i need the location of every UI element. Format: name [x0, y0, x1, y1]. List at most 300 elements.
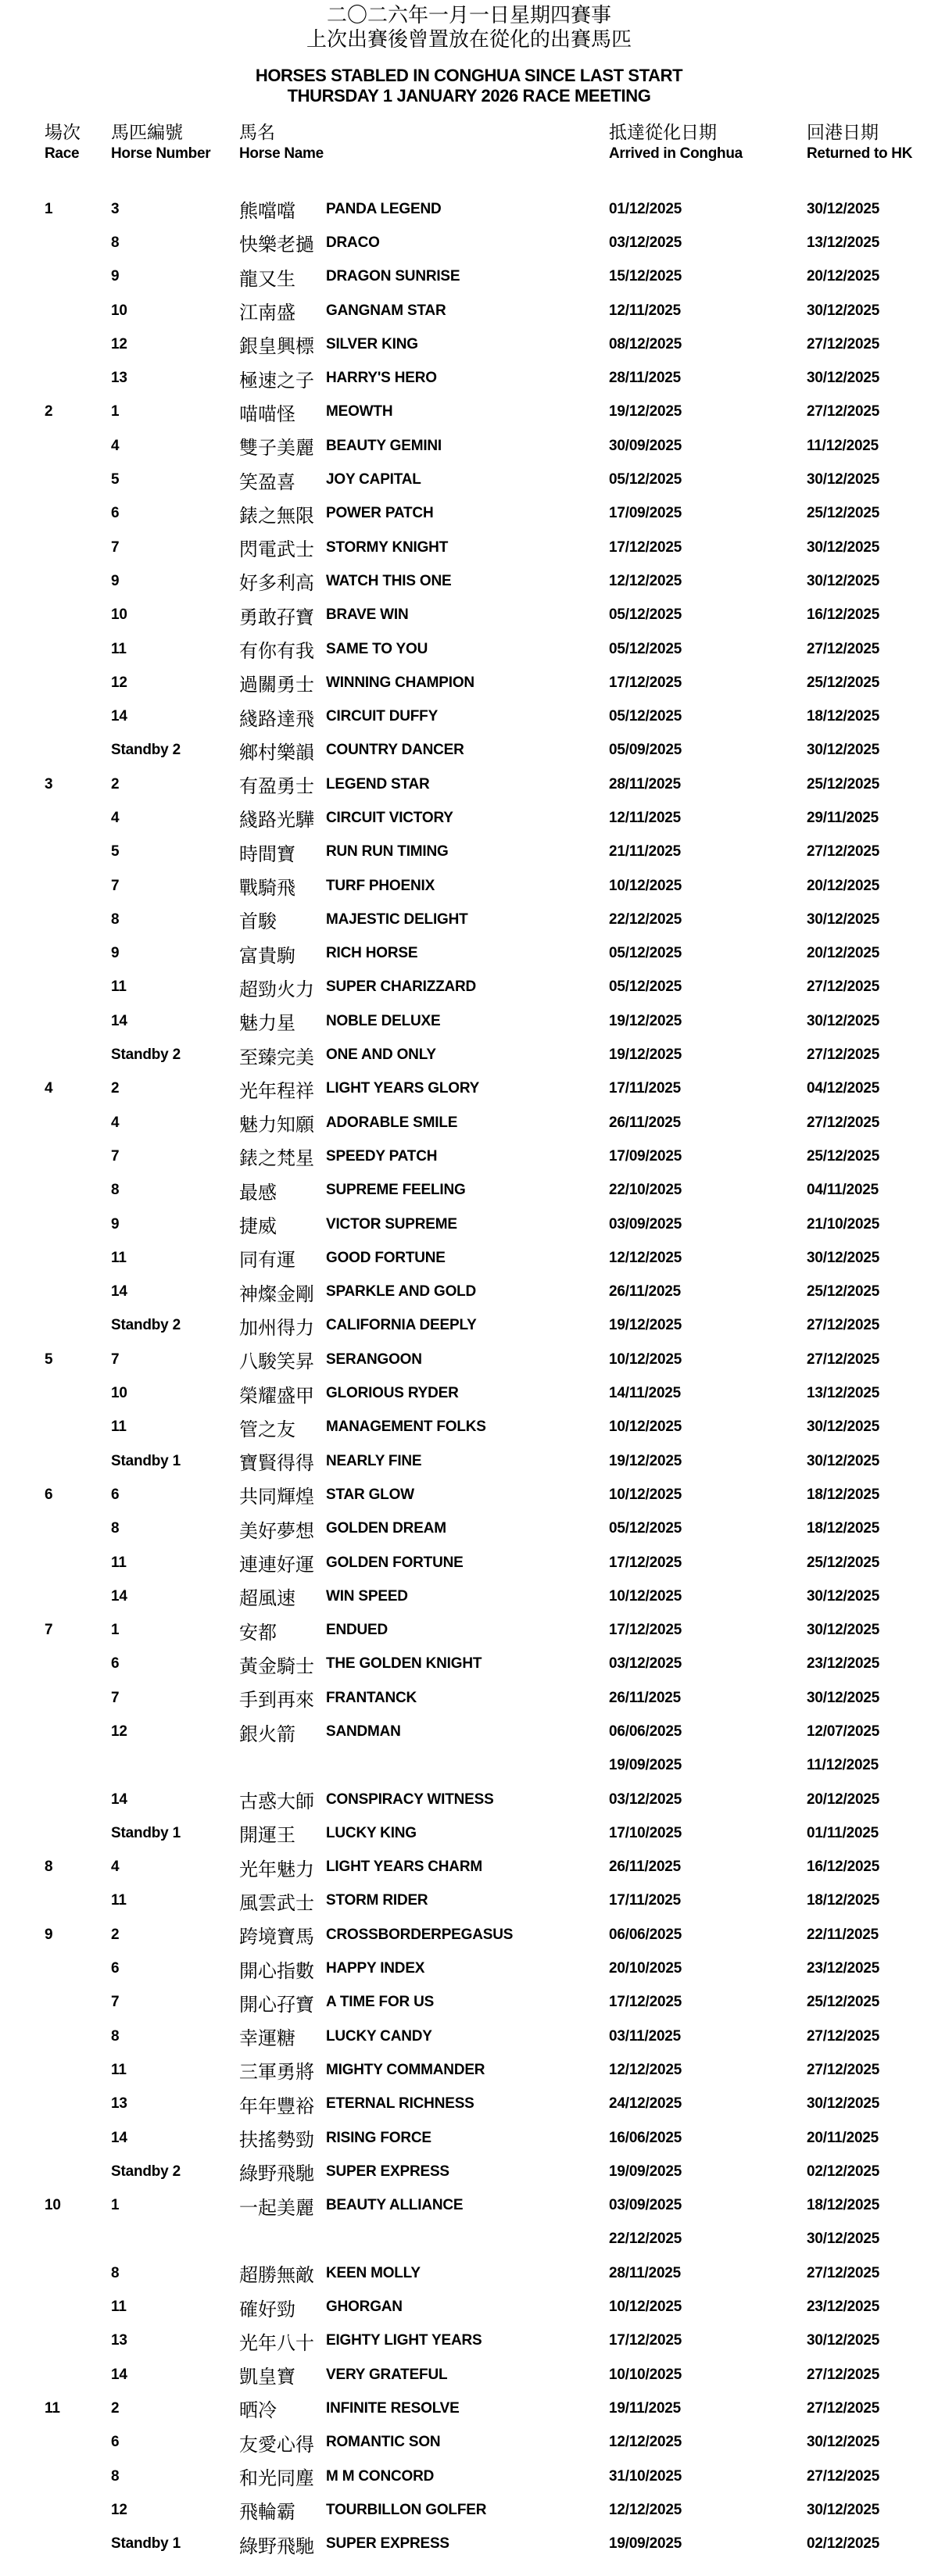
- table-row: [0, 1816, 938, 1850]
- horse-name-zh: 八駿笑昇: [239, 1351, 314, 1373]
- table-row: [0, 2121, 938, 2155]
- table-row: [0, 294, 938, 327]
- table-row: [0, 1918, 938, 1952]
- returned-date: 30/12/2025: [807, 1622, 880, 1639]
- race-cell: 5: [45, 1351, 53, 1368]
- horse-number-cell: 11: [111, 2299, 127, 2316]
- table-row: [0, 599, 938, 632]
- horse-number-cell: 6: [111, 1960, 120, 1977]
- arrived-date: 22/12/2025: [609, 2231, 682, 2248]
- returned-date: 30/12/2025: [807, 2095, 880, 2113]
- column-header-returned: [807, 121, 938, 163]
- horse-name-zh: 魅力星: [239, 1013, 295, 1035]
- arrived-date: 10/12/2025: [609, 1486, 682, 1503]
- horse-number-cell: 7: [111, 1994, 120, 2011]
- arrived-date: 05/09/2025: [609, 742, 682, 759]
- table-body: [0, 192, 938, 2561]
- table-row: [0, 497, 938, 531]
- table-row: [0, 1072, 938, 1106]
- arrived-date: 17/09/2025: [609, 505, 682, 522]
- table-row: [0, 1004, 938, 1038]
- arrived-date: 16/06/2025: [609, 2129, 682, 2146]
- horse-number-cell: 14: [111, 1283, 127, 1301]
- table-row: [0, 1241, 938, 1275]
- arrived-date: 06/06/2025: [609, 1926, 682, 1943]
- returned-date: 30/12/2025: [807, 2231, 880, 2248]
- horse-number-cell: Standby 1: [111, 1824, 181, 1841]
- returned-date: 18/12/2025: [807, 2197, 880, 2214]
- table-row: [0, 1580, 938, 1613]
- page-title-en-line2: THURSDAY 1 JANUARY 2026 RACE MEETING: [287, 86, 651, 106]
- horse-name-en: SUPER CHARIZZARD: [326, 979, 477, 996]
- table-row: [0, 1546, 938, 1580]
- arrived-date: 19/12/2025: [609, 1012, 682, 1029]
- column-header-horse-number-en: Horse Number: [111, 145, 211, 162]
- returned-date: 02/12/2025: [807, 2163, 880, 2180]
- horse-number-cell: Standby 2: [111, 2163, 181, 2180]
- table-row: [0, 192, 938, 226]
- returned-date: 18/12/2025: [807, 1486, 880, 1503]
- horse-name-en: ETERNAL RICHNESS: [326, 2095, 474, 2113]
- horse-name-zh: 超勝無敵: [239, 2265, 314, 2287]
- returned-date: 22/11/2025: [807, 1926, 879, 1943]
- arrived-date: 21/11/2025: [609, 843, 682, 860]
- horse-name-en: CONSPIRACY WITNESS: [326, 1791, 494, 1808]
- table-row: [0, 1884, 938, 1918]
- returned-date: 27/12/2025: [807, 2061, 880, 2078]
- table-row: [0, 734, 938, 767]
- race-cell: 1: [45, 200, 53, 217]
- horse-name-zh: 喵喵怪: [239, 403, 295, 425]
- horse-name-en: SANDMAN: [326, 1723, 401, 1740]
- horse-name-zh: 時間寶: [239, 843, 295, 865]
- horse-name-en: JOY CAPITAL: [326, 471, 421, 488]
- horse-number-cell: 13: [111, 2332, 127, 2349]
- horse-number-cell: 9: [111, 572, 120, 589]
- table-row: [0, 2392, 938, 2425]
- table-row: [0, 395, 938, 429]
- horse-name-zh: 綫路光驊: [239, 810, 314, 832]
- horse-name-zh: 晒冷: [239, 2400, 277, 2422]
- horse-name-zh: 快樂老撾: [239, 234, 314, 256]
- column-header-returned-en: Returned to HK: [807, 145, 913, 162]
- horse-name-zh: 同有運: [239, 1250, 295, 1272]
- arrived-date: 12/12/2025: [609, 2501, 682, 2518]
- horse-name-zh: 綫路達飛: [239, 708, 314, 730]
- table-row: [0, 2358, 938, 2392]
- returned-date: 18/12/2025: [807, 1520, 880, 1537]
- returned-date: 30/12/2025: [807, 1012, 880, 1029]
- arrived-date: 01/12/2025: [609, 200, 682, 217]
- race-cell: 9: [45, 1926, 53, 1943]
- arrived-date: 05/12/2025: [609, 640, 682, 657]
- returned-date: 25/12/2025: [807, 1283, 880, 1301]
- arrived-date: 15/12/2025: [609, 268, 682, 285]
- horse-name-en: HARRY'S HERO: [326, 370, 437, 387]
- horse-name-en: EIGHTY LIGHT YEARS: [326, 2332, 482, 2349]
- returned-date: 25/12/2025: [807, 674, 880, 691]
- horse-name-zh: 錶之梵星: [239, 1148, 314, 1170]
- horse-number-cell: Standby 1: [111, 1452, 181, 1469]
- horse-name-zh: 一起美麗: [239, 2197, 314, 2219]
- returned-date: 30/12/2025: [807, 370, 880, 387]
- horse-name-zh: 凱皇寶: [239, 2367, 295, 2388]
- horse-number-cell: 4: [111, 1859, 120, 1876]
- arrived-date: 22/10/2025: [609, 1182, 682, 1199]
- returned-date: 30/12/2025: [807, 2332, 880, 2349]
- arrived-date: 05/12/2025: [609, 945, 682, 962]
- horse-name-en: WINNING CHAMPION: [326, 674, 474, 691]
- horse-name-en: SPEEDY PATCH: [326, 1147, 438, 1165]
- table-row: [0, 971, 938, 1004]
- horse-name-en: LIGHT YEARS CHARM: [326, 1859, 482, 1876]
- arrived-date: 28/11/2025: [609, 2264, 682, 2281]
- arrived-date: 10/12/2025: [609, 877, 682, 894]
- horse-name-zh: 扶搖勢勁: [239, 2130, 314, 2152]
- arrived-date: 12/12/2025: [609, 572, 682, 589]
- column-header-race-en: Race: [45, 145, 80, 162]
- returned-date: 30/12/2025: [807, 572, 880, 589]
- horse-name-zh: 神燦金剛: [239, 1283, 314, 1305]
- horse-name-en: LUCKY CANDY: [326, 2027, 432, 2045]
- race-cell: 2: [45, 403, 53, 420]
- returned-date: 04/12/2025: [807, 1080, 880, 1097]
- arrived-date: 19/09/2025: [609, 2163, 682, 2180]
- returned-date: 12/07/2025: [807, 1723, 880, 1740]
- table-row: [0, 666, 938, 699]
- horse-number-cell: Standby 1: [111, 2535, 181, 2553]
- returned-date: 01/11/2025: [807, 1824, 879, 1841]
- table-row: [0, 2324, 938, 2358]
- horse-name-zh: 和光同塵: [239, 2468, 314, 2490]
- horse-name-en: COUNTRY DANCER: [326, 742, 464, 759]
- horse-name-zh: 過關勇士: [239, 674, 314, 696]
- returned-date: 27/12/2025: [807, 2467, 880, 2485]
- horse-name-en: SILVER KING: [326, 335, 418, 352]
- horse-number-cell: 4: [111, 809, 120, 826]
- table-row: [0, 2460, 938, 2493]
- arrived-date: 19/12/2025: [609, 1452, 682, 1469]
- horse-number-cell: 12: [111, 1723, 127, 1740]
- returned-date: 25/12/2025: [807, 1994, 880, 2011]
- horse-name-zh: 飛輪霸: [239, 2502, 295, 2524]
- returned-date: 13/12/2025: [807, 234, 880, 251]
- horse-name-en: LEGEND STAR: [326, 775, 430, 792]
- returned-date: 23/12/2025: [807, 1960, 880, 1977]
- horse-number-cell: 2: [111, 1080, 120, 1097]
- horse-name-en: ONE AND ONLY: [326, 1046, 436, 1064]
- returned-date: 27/12/2025: [807, 2366, 880, 2383]
- horse-name-en: SAME TO YOU: [326, 640, 428, 657]
- horse-name-zh: 開心指數: [239, 1960, 314, 1982]
- returned-date: 30/12/2025: [807, 538, 880, 556]
- arrived-date: 19/09/2025: [609, 1757, 682, 1774]
- horse-name-en: MANAGEMENT FOLKS: [326, 1419, 486, 1436]
- horse-name-zh: 最感: [239, 1182, 277, 1204]
- page-title-zh-line1: 二〇二六年一月一日星期四賽事: [326, 3, 611, 27]
- table-row: [0, 260, 938, 294]
- horse-name-en: RUN RUN TIMING: [326, 843, 449, 860]
- horse-name-en: THE GOLDEN KNIGHT: [326, 1655, 482, 1673]
- arrived-date: 26/11/2025: [609, 1689, 682, 1706]
- arrived-date: 03/12/2025: [609, 1655, 682, 1673]
- horse-name-zh: 鄉村樂韻: [239, 742, 314, 764]
- horse-name-en: GOLDEN DREAM: [326, 1520, 446, 1537]
- horse-number-cell: 7: [111, 877, 120, 894]
- horse-name-zh: 雙子美麗: [239, 438, 314, 460]
- horse-name-zh: 熊噹噹: [239, 201, 295, 223]
- horse-name-en: PANDA LEGEND: [326, 200, 442, 217]
- table-row: [0, 2053, 938, 2087]
- arrived-date: 03/12/2025: [609, 1791, 682, 1808]
- horse-name-zh: 銀火箭: [239, 1723, 295, 1745]
- table-row: [0, 1749, 938, 1783]
- table-row: [0, 2223, 938, 2256]
- column-header-arrived-zh: 抵達從化日期: [609, 122, 717, 142]
- arrived-date: 19/12/2025: [609, 403, 682, 420]
- horse-name-zh: 古惑大師: [239, 1791, 314, 1813]
- arrived-date: 03/11/2025: [609, 2027, 682, 2045]
- horse-name-zh: 綠野飛馳: [239, 2535, 314, 2557]
- horse-name-zh: 安都: [239, 1622, 277, 1644]
- arrived-date: 08/12/2025: [609, 335, 682, 352]
- horse-name-zh: 富貴駒: [239, 945, 295, 967]
- horse-name-en: LUCKY KING: [326, 1824, 417, 1841]
- race-cell: 6: [45, 1486, 53, 1503]
- table-row: [0, 1648, 938, 1681]
- horse-name-zh: 超風速: [239, 1588, 295, 1610]
- horse-number-cell: 8: [111, 1182, 120, 1199]
- arrived-date: 26/11/2025: [609, 1283, 682, 1301]
- arrived-date: 17/12/2025: [609, 2332, 682, 2349]
- arrived-date: 17/12/2025: [609, 538, 682, 556]
- horse-number-cell: 11: [111, 1892, 127, 1909]
- horse-number-cell: 13: [111, 370, 127, 387]
- horse-name-en: CIRCUIT DUFFY: [326, 708, 439, 725]
- column-header-horse-name: [239, 121, 609, 163]
- arrived-date: 30/09/2025: [609, 437, 682, 454]
- horse-name-zh: 魅力知願: [239, 1114, 314, 1136]
- returned-date: 29/11/2025: [807, 809, 879, 826]
- table-row: [0, 564, 938, 598]
- horse-number-cell: 3: [111, 200, 120, 217]
- horse-number-cell: 7: [111, 1689, 120, 1706]
- table-row: [0, 2088, 938, 2121]
- table-row: [0, 531, 938, 564]
- horse-name-zh: 美好夢想: [239, 1520, 314, 1542]
- horse-name-zh: 榮耀盛甲: [239, 1385, 314, 1407]
- horse-name-zh: 綠野飛馳: [239, 2163, 314, 2185]
- arrived-date: 17/12/2025: [609, 1554, 682, 1571]
- table-row: [0, 1851, 938, 1884]
- arrived-date: 17/11/2025: [609, 1892, 682, 1909]
- returned-date: 30/12/2025: [807, 1587, 880, 1605]
- returned-date: 27/12/2025: [807, 843, 880, 860]
- returned-date: 20/12/2025: [807, 877, 880, 894]
- horse-number-cell: 2: [111, 775, 120, 792]
- returned-date: 27/12/2025: [807, 1046, 880, 1064]
- table-row: [0, 2290, 938, 2324]
- returned-date: 20/12/2025: [807, 1791, 880, 1808]
- arrived-date: 28/11/2025: [609, 775, 682, 792]
- horse-name-zh: 連連好運: [239, 1555, 314, 1576]
- table-row: [0, 1444, 938, 1478]
- race-cell: 11: [45, 2399, 60, 2417]
- returned-date: 27/12/2025: [807, 2399, 880, 2417]
- column-header-arrived-en: Arrived in Conghua: [609, 145, 743, 162]
- table-row: [0, 1512, 938, 1546]
- horse-number-cell: 8: [111, 2264, 120, 2281]
- horse-name-zh: 超勁火力: [239, 979, 314, 1000]
- arrived-date: 17/11/2025: [609, 1080, 682, 1097]
- returned-date: 30/12/2025: [807, 302, 880, 319]
- horse-number-cell: 8: [111, 234, 120, 251]
- arrived-date: 17/12/2025: [609, 1622, 682, 1639]
- horse-number-cell: 9: [111, 945, 120, 962]
- horse-name-zh: 黃金騎士: [239, 1655, 314, 1677]
- horse-name-zh: 確好勁: [239, 2299, 295, 2320]
- table-row: [0, 1411, 938, 1444]
- horse-name-en: WATCH THIS ONE: [326, 572, 452, 589]
- horse-name-zh: 共同輝煌: [239, 1487, 314, 1508]
- arrived-date: 14/11/2025: [609, 1385, 682, 1402]
- race-cell: 4: [45, 1080, 53, 1097]
- arrived-date: 03/09/2025: [609, 1215, 682, 1233]
- horse-number-cell: 9: [111, 268, 120, 285]
- column-header-horse-number-zh: 馬匹編號: [111, 122, 183, 142]
- horse-name-en: BEAUTY ALLIANCE: [326, 2197, 464, 2214]
- horse-name-en: HAPPY INDEX: [326, 1960, 425, 1977]
- table-header: [0, 121, 938, 163]
- returned-date: 30/12/2025: [807, 2501, 880, 2518]
- arrived-date: 28/11/2025: [609, 370, 682, 387]
- arrived-date: 05/12/2025: [609, 606, 682, 624]
- horse-number-cell: 2: [111, 2399, 120, 2417]
- table-row: [0, 1952, 938, 1985]
- horse-name-zh: 有盈勇士: [239, 776, 314, 798]
- returned-date: 30/12/2025: [807, 1452, 880, 1469]
- column-header-race: [0, 121, 111, 163]
- horse-name-en: DRACO: [326, 234, 380, 251]
- table-row: [0, 1140, 938, 1173]
- horse-name-zh: 加州得力: [239, 1317, 314, 1339]
- horse-number-cell: 14: [111, 1791, 127, 1808]
- horse-name-en: M M CONCORD: [326, 2467, 435, 2485]
- horse-name-en: LIGHT YEARS GLORY: [326, 1080, 480, 1097]
- horse-name-en: FRANTANCK: [326, 1689, 417, 1706]
- arrived-date: 19/09/2025: [609, 2535, 682, 2553]
- horse-number-cell: Standby 2: [111, 1317, 181, 1334]
- returned-date: 27/12/2025: [807, 2264, 880, 2281]
- horse-number-cell: 14: [111, 708, 127, 725]
- returned-date: 11/12/2025: [807, 437, 879, 454]
- horse-name-en: SPARKLE AND GOLD: [326, 1283, 477, 1301]
- horse-name-en: STORM RIDER: [326, 1892, 428, 1909]
- horse-name-en: WIN SPEED: [326, 1587, 408, 1605]
- horse-name-en: STORMY KNIGHT: [326, 538, 449, 556]
- table-row: [0, 2020, 938, 2053]
- page-title-zh-line2: 上次出賽後曾置放在從化的出賽馬匹: [306, 27, 632, 51]
- arrived-date: 12/12/2025: [609, 2434, 682, 2451]
- horse-name-en: TOURBILLON GOLFER: [326, 2501, 487, 2518]
- horse-number-cell: 1: [111, 2197, 120, 2214]
- arrived-date: 05/12/2025: [609, 471, 682, 488]
- returned-date: 23/12/2025: [807, 1655, 880, 1673]
- horse-number-cell: 11: [111, 979, 127, 996]
- horse-name-en: DRAGON SUNRISE: [326, 268, 460, 285]
- column-header-returned-zh: 回港日期: [807, 122, 879, 142]
- horse-name-zh: 錶之無限: [239, 505, 314, 527]
- returned-date: 30/12/2025: [807, 742, 880, 759]
- horse-number-cell: 1: [111, 1622, 120, 1639]
- horse-number-cell: 14: [111, 1587, 127, 1605]
- horse-name-zh: 勇敢孖寶: [239, 606, 314, 628]
- horse-name-en: SUPER EXPRESS: [326, 2163, 449, 2180]
- arrived-date: 05/12/2025: [609, 979, 682, 996]
- column-header-horse-name-en: Horse Name: [239, 145, 324, 162]
- horse-name-zh: 有你有我: [239, 641, 314, 662]
- returned-date: 30/12/2025: [807, 471, 880, 488]
- horse-name-zh: 幸運糖: [239, 2028, 295, 2050]
- table-row: [0, 1681, 938, 1715]
- horse-name-zh: 開心孖寶: [239, 1994, 314, 2016]
- horse-name-zh: 風雲武士: [239, 1892, 314, 1914]
- horse-name-en: VICTOR SUPREME: [326, 1215, 457, 1233]
- horse-name-en: A TIME FOR US: [326, 1994, 435, 2011]
- horse-number-cell: 11: [111, 2061, 127, 2078]
- horse-name-en: MAJESTIC DELIGHT: [326, 911, 468, 928]
- table-row: [0, 327, 938, 361]
- horse-name-en: NEARLY FINE: [326, 1452, 422, 1469]
- horse-name-en: POWER PATCH: [326, 505, 434, 522]
- arrived-date: 17/09/2025: [609, 1147, 682, 1165]
- horse-name-zh: 笑盈喜: [239, 471, 295, 493]
- horse-name-zh: 戰騎飛: [239, 878, 295, 900]
- horse-name-en: VERY GRATEFUL: [326, 2366, 448, 2383]
- arrived-date: 10/12/2025: [609, 1419, 682, 1436]
- table-row: [0, 2155, 938, 2188]
- horse-name-zh: 閃電武士: [239, 539, 314, 561]
- horse-name-en: INFINITE RESOLVE: [326, 2399, 460, 2417]
- returned-date: 27/12/2025: [807, 1114, 880, 1131]
- table-row: [0, 1376, 938, 1410]
- returned-date: 20/12/2025: [807, 945, 880, 962]
- horse-name-en: CALIFORNIA DEEPLY: [326, 1317, 477, 1334]
- arrived-date: 17/10/2025: [609, 1824, 682, 1841]
- returned-date: 27/12/2025: [807, 1351, 880, 1368]
- horse-number-cell: 11: [111, 1249, 127, 1266]
- table-row: [0, 1343, 938, 1376]
- table-row: [0, 463, 938, 496]
- arrived-date: 03/09/2025: [609, 2197, 682, 2214]
- arrived-date: 12/12/2025: [609, 1249, 682, 1266]
- race-cell: 8: [45, 1859, 53, 1876]
- horse-name-zh: 跨境寶馬: [239, 1927, 314, 1948]
- horse-name-en: NOBLE DELUXE: [326, 1012, 441, 1029]
- arrived-date: 12/11/2025: [609, 302, 682, 319]
- table-row: [0, 699, 938, 733]
- horse-name-en: GLORIOUS RYDER: [326, 1385, 459, 1402]
- arrived-date: 17/12/2025: [609, 674, 682, 691]
- horse-number-cell: 8: [111, 2027, 120, 2045]
- arrived-date: 22/12/2025: [609, 911, 682, 928]
- table-row: [0, 2426, 938, 2460]
- returned-date: 27/12/2025: [807, 1317, 880, 1334]
- horse-name-zh: 首駿: [239, 911, 277, 933]
- arrived-date: 05/12/2025: [609, 708, 682, 725]
- table-row: [0, 632, 938, 666]
- horse-name-en: RICH HORSE: [326, 945, 418, 962]
